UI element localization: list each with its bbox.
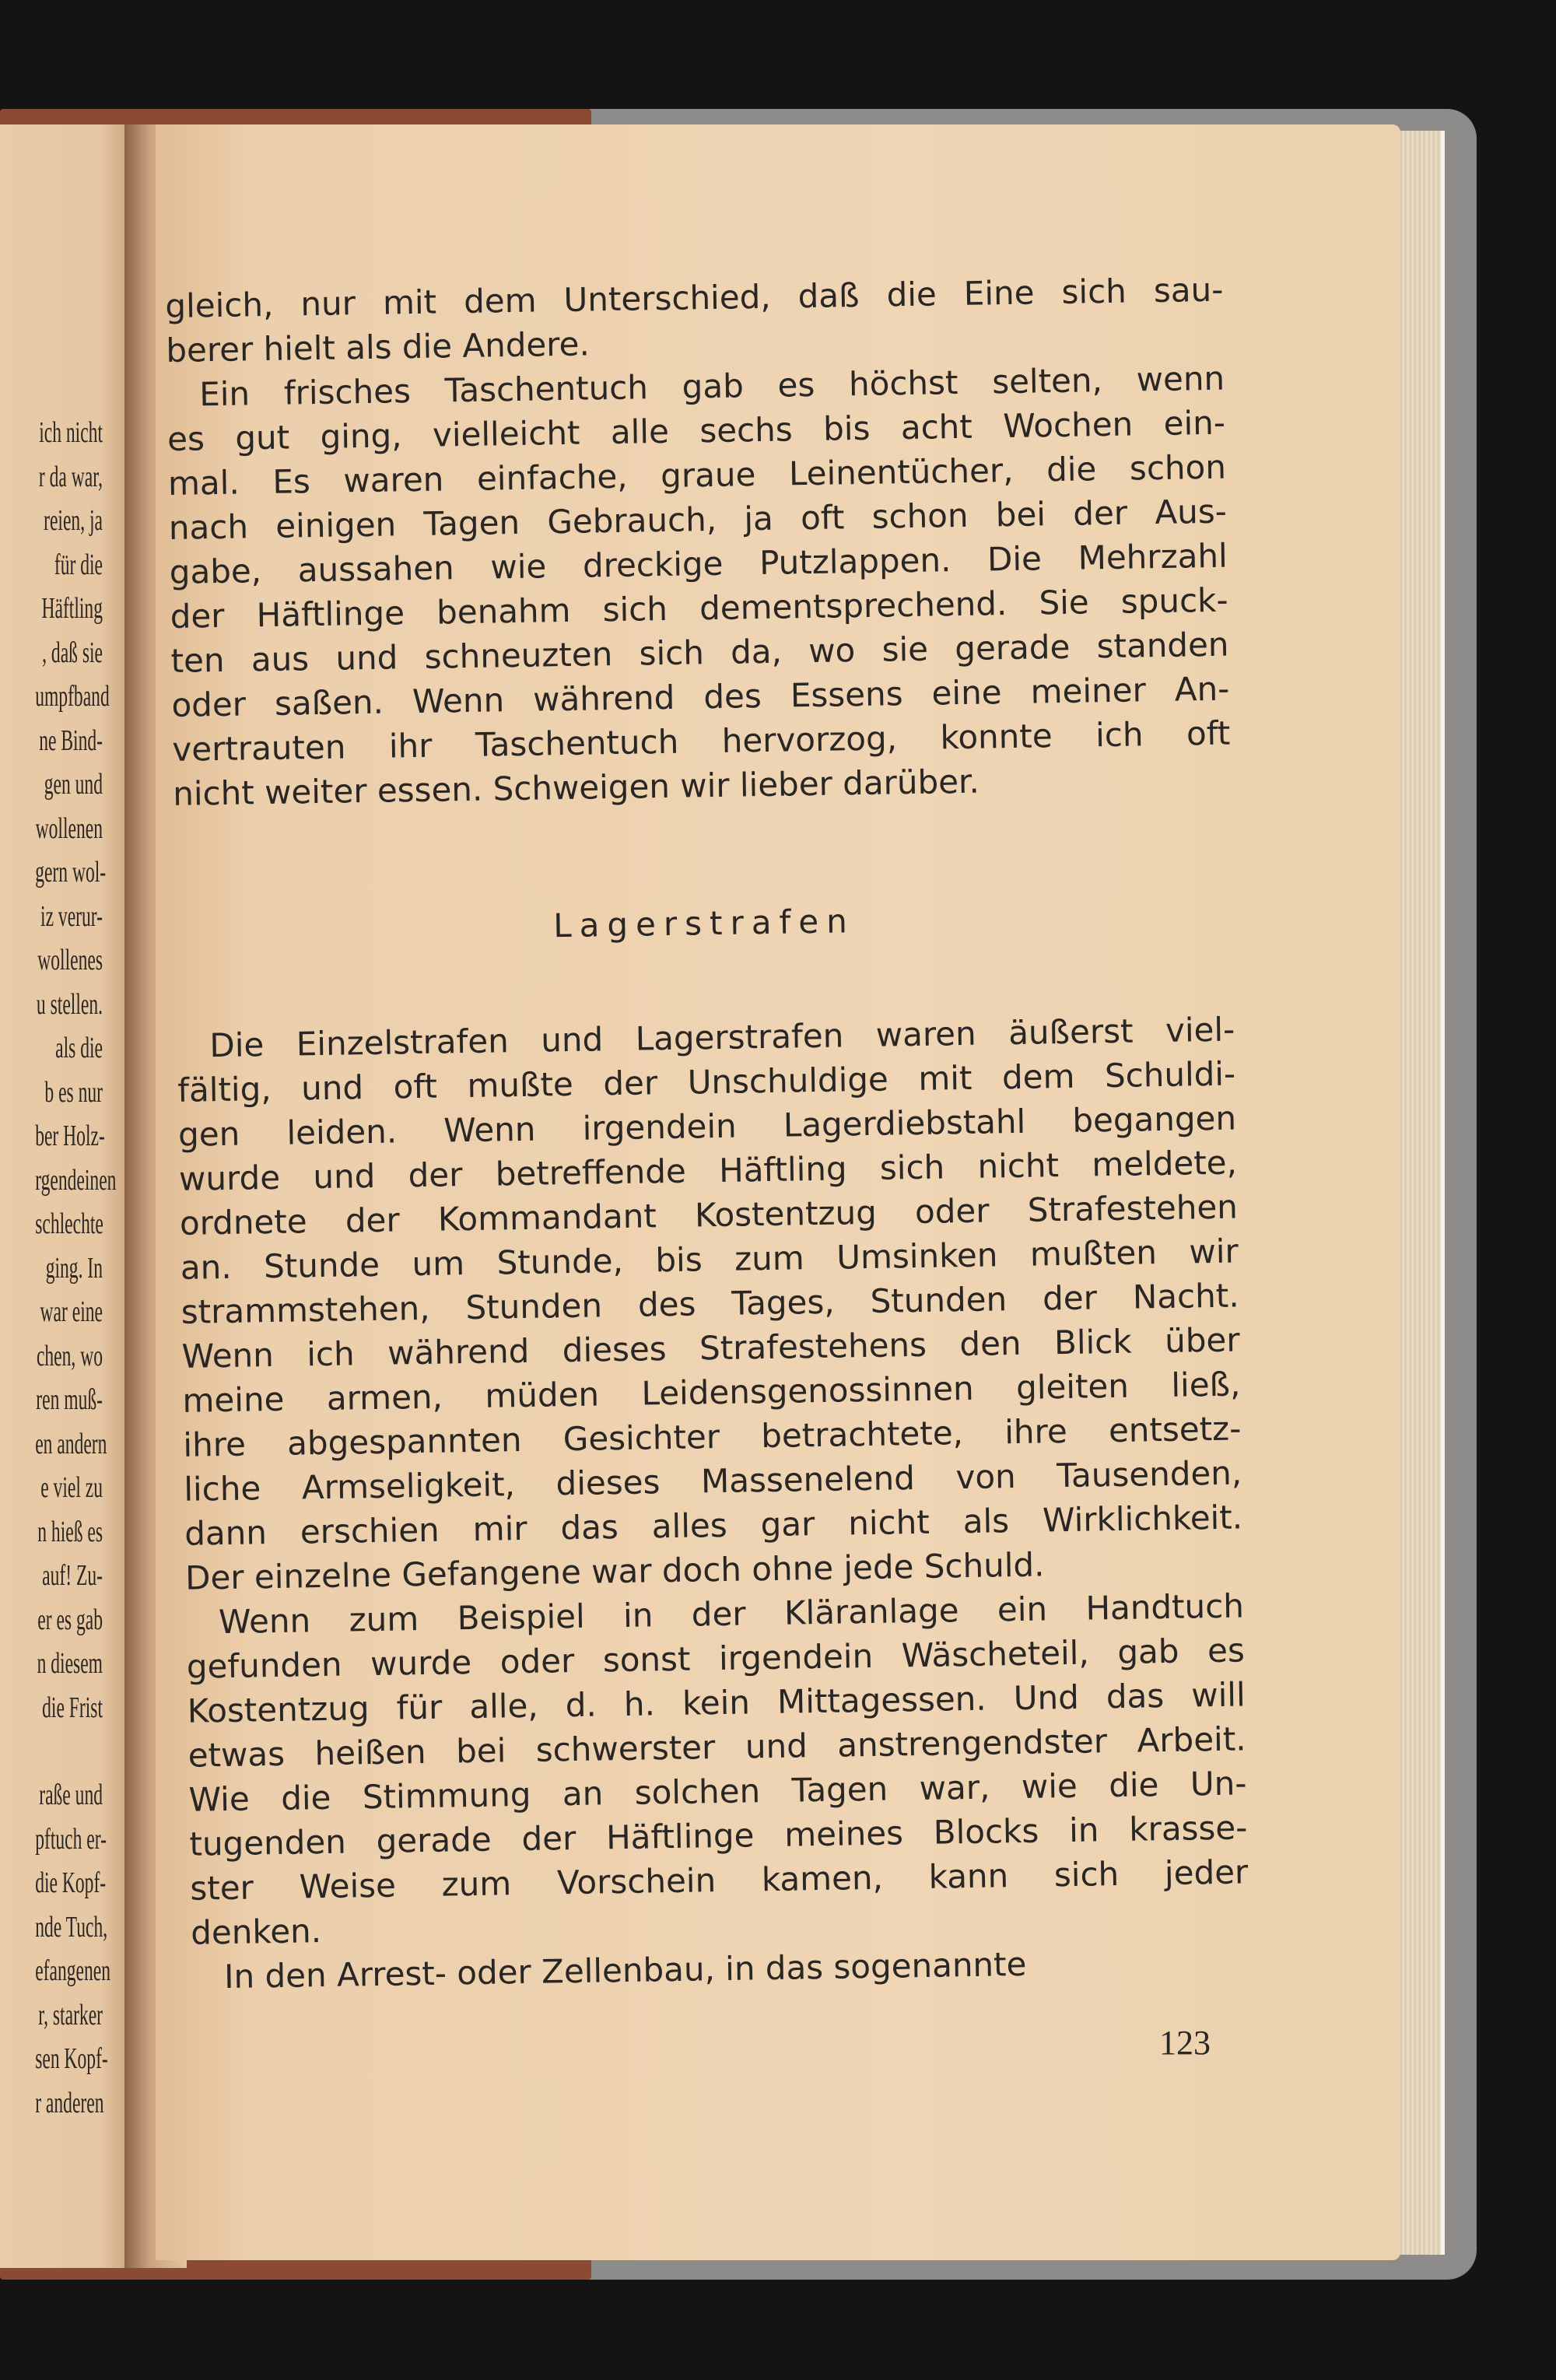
page-number: 123 (1159, 2024, 1211, 2062)
text-line: nicht weiter essen. Schweigen wir lieber darüber. (172, 762, 980, 813)
left-page-line: Häftling (41, 592, 103, 625)
left-page-line: b es nur (44, 1075, 103, 1109)
left-page-line: gen und (44, 768, 103, 801)
text-line: fältig, und oft mußte der Unschuldige mit dem Schuldi- (177, 1054, 1236, 1109)
text-line: gleich, nur mit dem Unterschied, daß die Eine sich sau- (165, 270, 1224, 325)
text-line: ordnete der Kommandant Kostentzug oder Strafestehen (179, 1187, 1239, 1243)
left-page-line: iz verur- (40, 899, 103, 933)
left-page-line: reien, ja (44, 504, 103, 537)
text-line: ihre abgespannten Gesichter betrachtete, ihre entsetz- (183, 1409, 1242, 1464)
left-page-line: r da war, (38, 460, 103, 493)
text-line: vertrauten ihr Taschentuch hervorzog, konnte ich oft (172, 713, 1231, 769)
left-page-line: r, starker (38, 1998, 103, 2031)
text-line: nach einigen Tagen Gebrauch, ja oft schon bei der Aus- (168, 492, 1228, 547)
text-line: Wenn ich während dieses Strafestehens den Blick über (181, 1320, 1240, 1376)
left-page-line: en andern (35, 1427, 107, 1460)
left-page-line: efangenen (35, 1954, 110, 1987)
left-page-text (35, 411, 117, 2125)
left-page-line: r anderen (35, 2086, 104, 2119)
left-page-gap (35, 1730, 103, 1773)
text-line: Der einzelne Gefangene war doch ohne jede Schuld. (184, 1545, 1045, 1597)
paragraph-4 (186, 1583, 1249, 1954)
left-page-line: rgendeinen (35, 1163, 117, 1197)
left-page-line: als die (55, 1032, 103, 1064)
text-line: der Häftlinge benahm sich dementsprechend. Sie spuck- (170, 580, 1228, 636)
left-page-line: n hieß es (37, 1515, 103, 1548)
text-line: an. Stunde um Stunde, bis zum Umsinken mußten wir (180, 1232, 1239, 1287)
left-page-line: ber Holz- (35, 1120, 105, 1152)
text-line: Wie die Stimmung an solchen Tagen war, wie die Un- (188, 1764, 1247, 1819)
text-line: Wenn zum Beispiel in der Kläranlage ein Handtuch (218, 1586, 1245, 1642)
left-page-line: sen Kopf- (35, 2042, 108, 2075)
left-page-line: war eine (40, 1295, 103, 1328)
text-line: tugenden gerade der Häftlinge meines Blocks in krasse- (189, 1808, 1248, 1863)
text-line: berer hielt als die Andere. (165, 324, 591, 370)
section-heading: Lagerstrafen (552, 902, 856, 945)
text-line: In den Arrest- oder Zellenbau, in das sogenannte (223, 1944, 1027, 1996)
text-line: gabe, aussahen wie dreckige Putzlappen. Die Mehrzahl (169, 536, 1228, 591)
left-page-line: pftuch er- (35, 1822, 107, 1856)
paragraph-2 (166, 356, 1232, 816)
text-line: etwas heißen bei schwerster und anstrengendster Arbeit. (187, 1719, 1246, 1775)
left-page-line: er es gab (37, 1603, 103, 1636)
left-page-line: ging. In (45, 1251, 103, 1285)
text-line: dann erschien mir das alles gar nicht als Wirklichkeit. (184, 1498, 1243, 1553)
left-page-line: schlechte (35, 1208, 103, 1240)
text-line: meine armen, müden Leidensgenossinnen gleiten ließ, (182, 1365, 1241, 1420)
left-page-line: die Kopf- (35, 1866, 107, 1899)
left-page-line: ren muß- (36, 1383, 103, 1416)
left-page-line: wollenen (35, 811, 103, 845)
paragraph-1 (165, 268, 1225, 373)
text-line: denken. (190, 1912, 322, 1952)
text-line: ten aus und schneuzten sich da, wo sie gerade standen (170, 625, 1229, 680)
left-page (0, 124, 144, 2268)
left-page-line: e viel zu (40, 1471, 103, 1504)
left-page-line: nde Tuch, (35, 1910, 108, 1944)
left-page-line: auf! Zu- (42, 1559, 103, 1592)
left-page-line: ich nicht (39, 416, 103, 449)
text-line: liche Armseligkeit, dieses Massenelend von Tausenden, (183, 1453, 1242, 1509)
left-page-line: die Frist (42, 1691, 103, 1724)
right-page-text (165, 268, 1249, 2000)
left-page-line: gern wol- (35, 856, 107, 889)
text-line: strammstehen, Stunden des Tages, Stunden der Nacht. (180, 1276, 1239, 1331)
text-line: oder saßen. Wenn während des Essens eine meiner An- (171, 669, 1230, 724)
paragraph-3 (177, 1008, 1243, 1600)
left-page-line: u stellen. (36, 987, 103, 1021)
text-line: Kostentzug für alle, d. h. kein Mittagessen. Und das will (187, 1675, 1246, 1730)
text-line: Ein frisches Taschentuch gab es höchst selten, wenn (198, 359, 1225, 414)
left-page-line: umpfband (35, 680, 110, 713)
left-page-line: für die (54, 548, 103, 581)
left-page-line: chen, wo (36, 1339, 103, 1372)
left-page-line: wollenes (37, 944, 103, 976)
text-line: ster Weise zum Vorschein kamen, kann sich jeder (190, 1852, 1249, 1908)
left-page-line: n diesem (37, 1647, 103, 1680)
text-line: Die Einzelstrafen und Lagerstrafen waren äußerst viel- (209, 1010, 1235, 1065)
left-page-line: , daß sie (42, 636, 103, 669)
text-line: mal. Es waren einfache, graue Leinentücher, die schon (167, 447, 1227, 503)
left-page-line: ne Bind- (39, 724, 103, 757)
left-page-line: raße und (39, 1779, 103, 1811)
text-line: gen leiden. Wenn irgendein Lagerdiebstahl begangen (177, 1099, 1237, 1154)
text-line: gefunden wurde oder sonst irgendein Wäscheteil, gab es (186, 1631, 1246, 1686)
text-line: es gut ging, vielleicht alle sechs bis acht Wochen ein- (166, 403, 1226, 458)
text-line: wurde und der betreffende Häftling sich nicht meldete, (178, 1143, 1238, 1198)
